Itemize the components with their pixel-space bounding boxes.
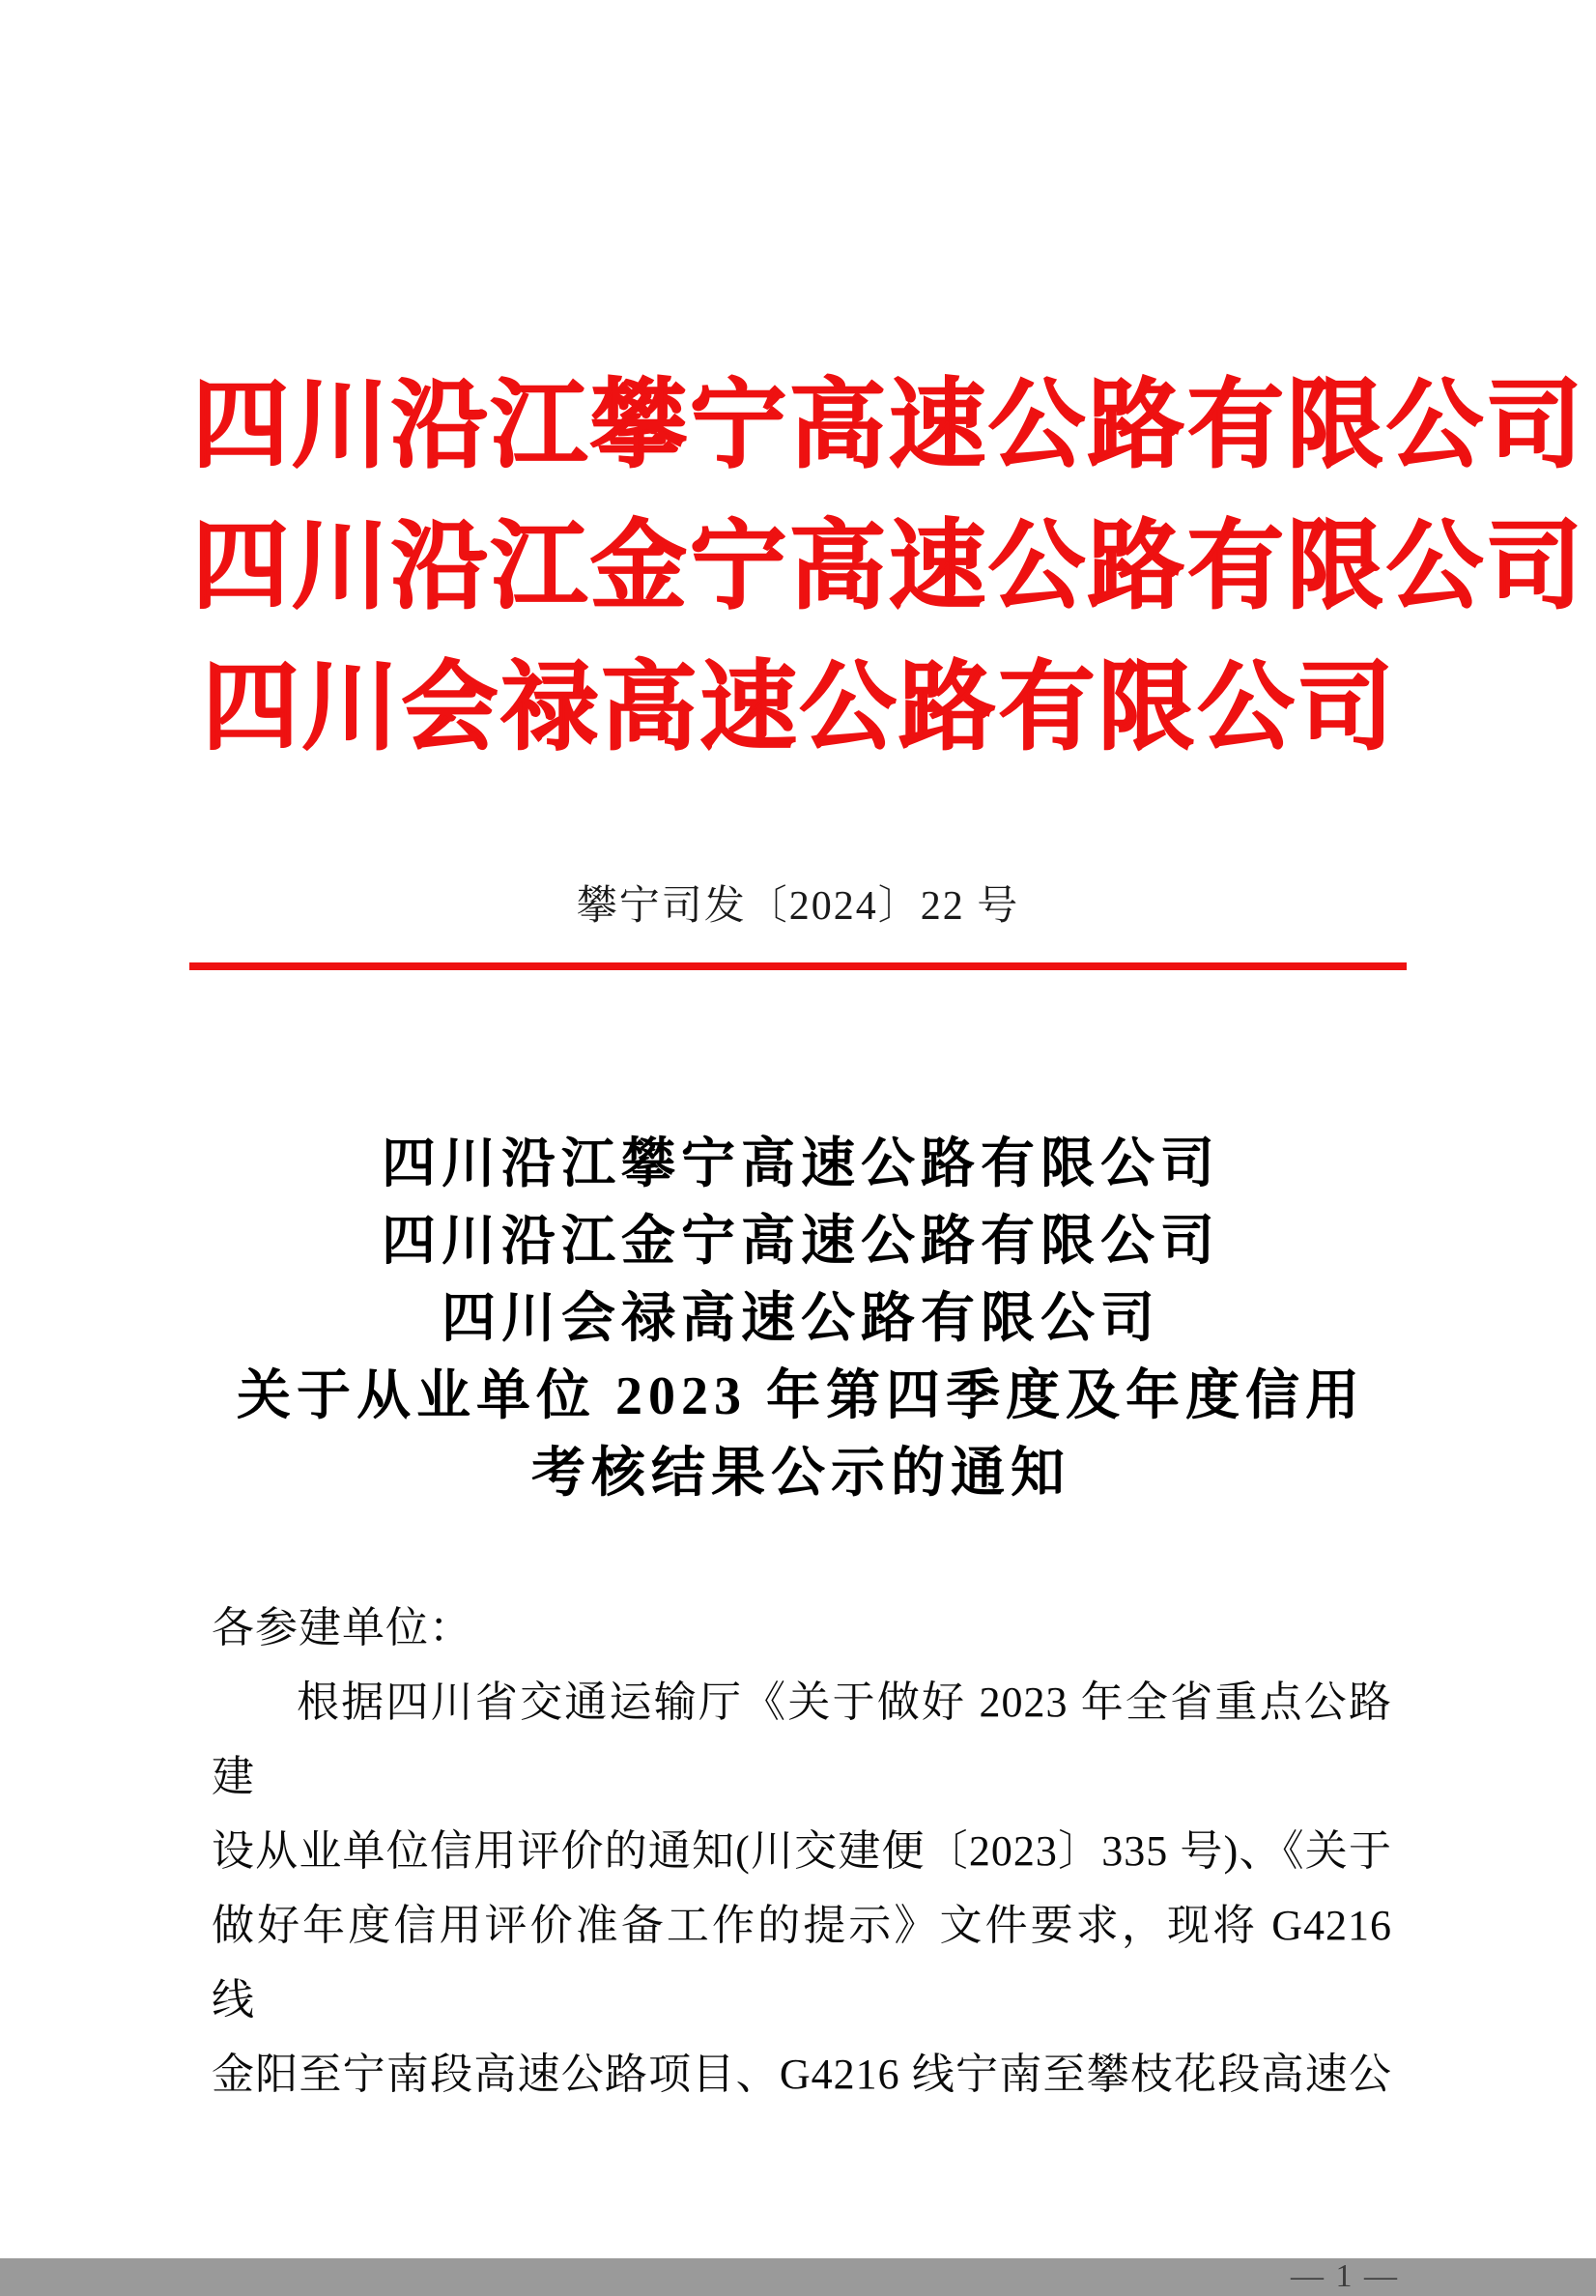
page-number: — 1 — bbox=[1291, 2258, 1399, 2294]
letterhead-company-line-1: 四川沿江攀宁高速公路有限公司 bbox=[192, 372, 1585, 479]
title-line-2: 四川沿江金宁高速公路有限公司 bbox=[382, 1212, 1220, 1272]
document-content bbox=[189, 0, 1585, 2296]
paragraph-line: 根据四川省交通运输厅《关于做好 2023 年全省重点公路建 bbox=[212, 1679, 1392, 1800]
document-number: 攀宁司发〔2024〕22 号 bbox=[576, 884, 1020, 929]
title-line-1: 四川沿江攀宁高速公路有限公司 bbox=[382, 1134, 1220, 1194]
title-line-5: 考核结果公示的通知 bbox=[531, 1444, 1070, 1504]
title-line-4: 关于从业单位 2023 年第四季度及年度信用 bbox=[237, 1366, 1365, 1426]
paragraph-line: 金阳至宁南段高速公路项目、G4216 线宁南至攀枝花段高速公 bbox=[212, 2051, 1392, 2098]
body-text bbox=[189, 1591, 1407, 2111]
paragraph-line: 做好年度信用评价准备工作的提示》文件要求，现将 G4216 线 bbox=[212, 1902, 1392, 2023]
letterhead-company-line-3: 四川会禄高速公路有限公司 bbox=[202, 654, 1397, 761]
document-title bbox=[189, 1126, 1407, 1512]
letterhead bbox=[189, 0, 1585, 779]
title-line-3: 四川会禄高速公路有限公司 bbox=[442, 1289, 1160, 1349]
red-divider-rule bbox=[189, 962, 1407, 970]
page-footer bbox=[189, 2257, 1407, 2296]
paragraph-line: 设从业单位信用评价的通知(川交建便〔2023〕335 号)、《关于 bbox=[212, 1827, 1392, 1875]
letterhead-company-line-2: 四川沿江金宁高速公路有限公司 bbox=[192, 513, 1585, 620]
salutation-line: 各参建单位： bbox=[212, 1604, 472, 1651]
